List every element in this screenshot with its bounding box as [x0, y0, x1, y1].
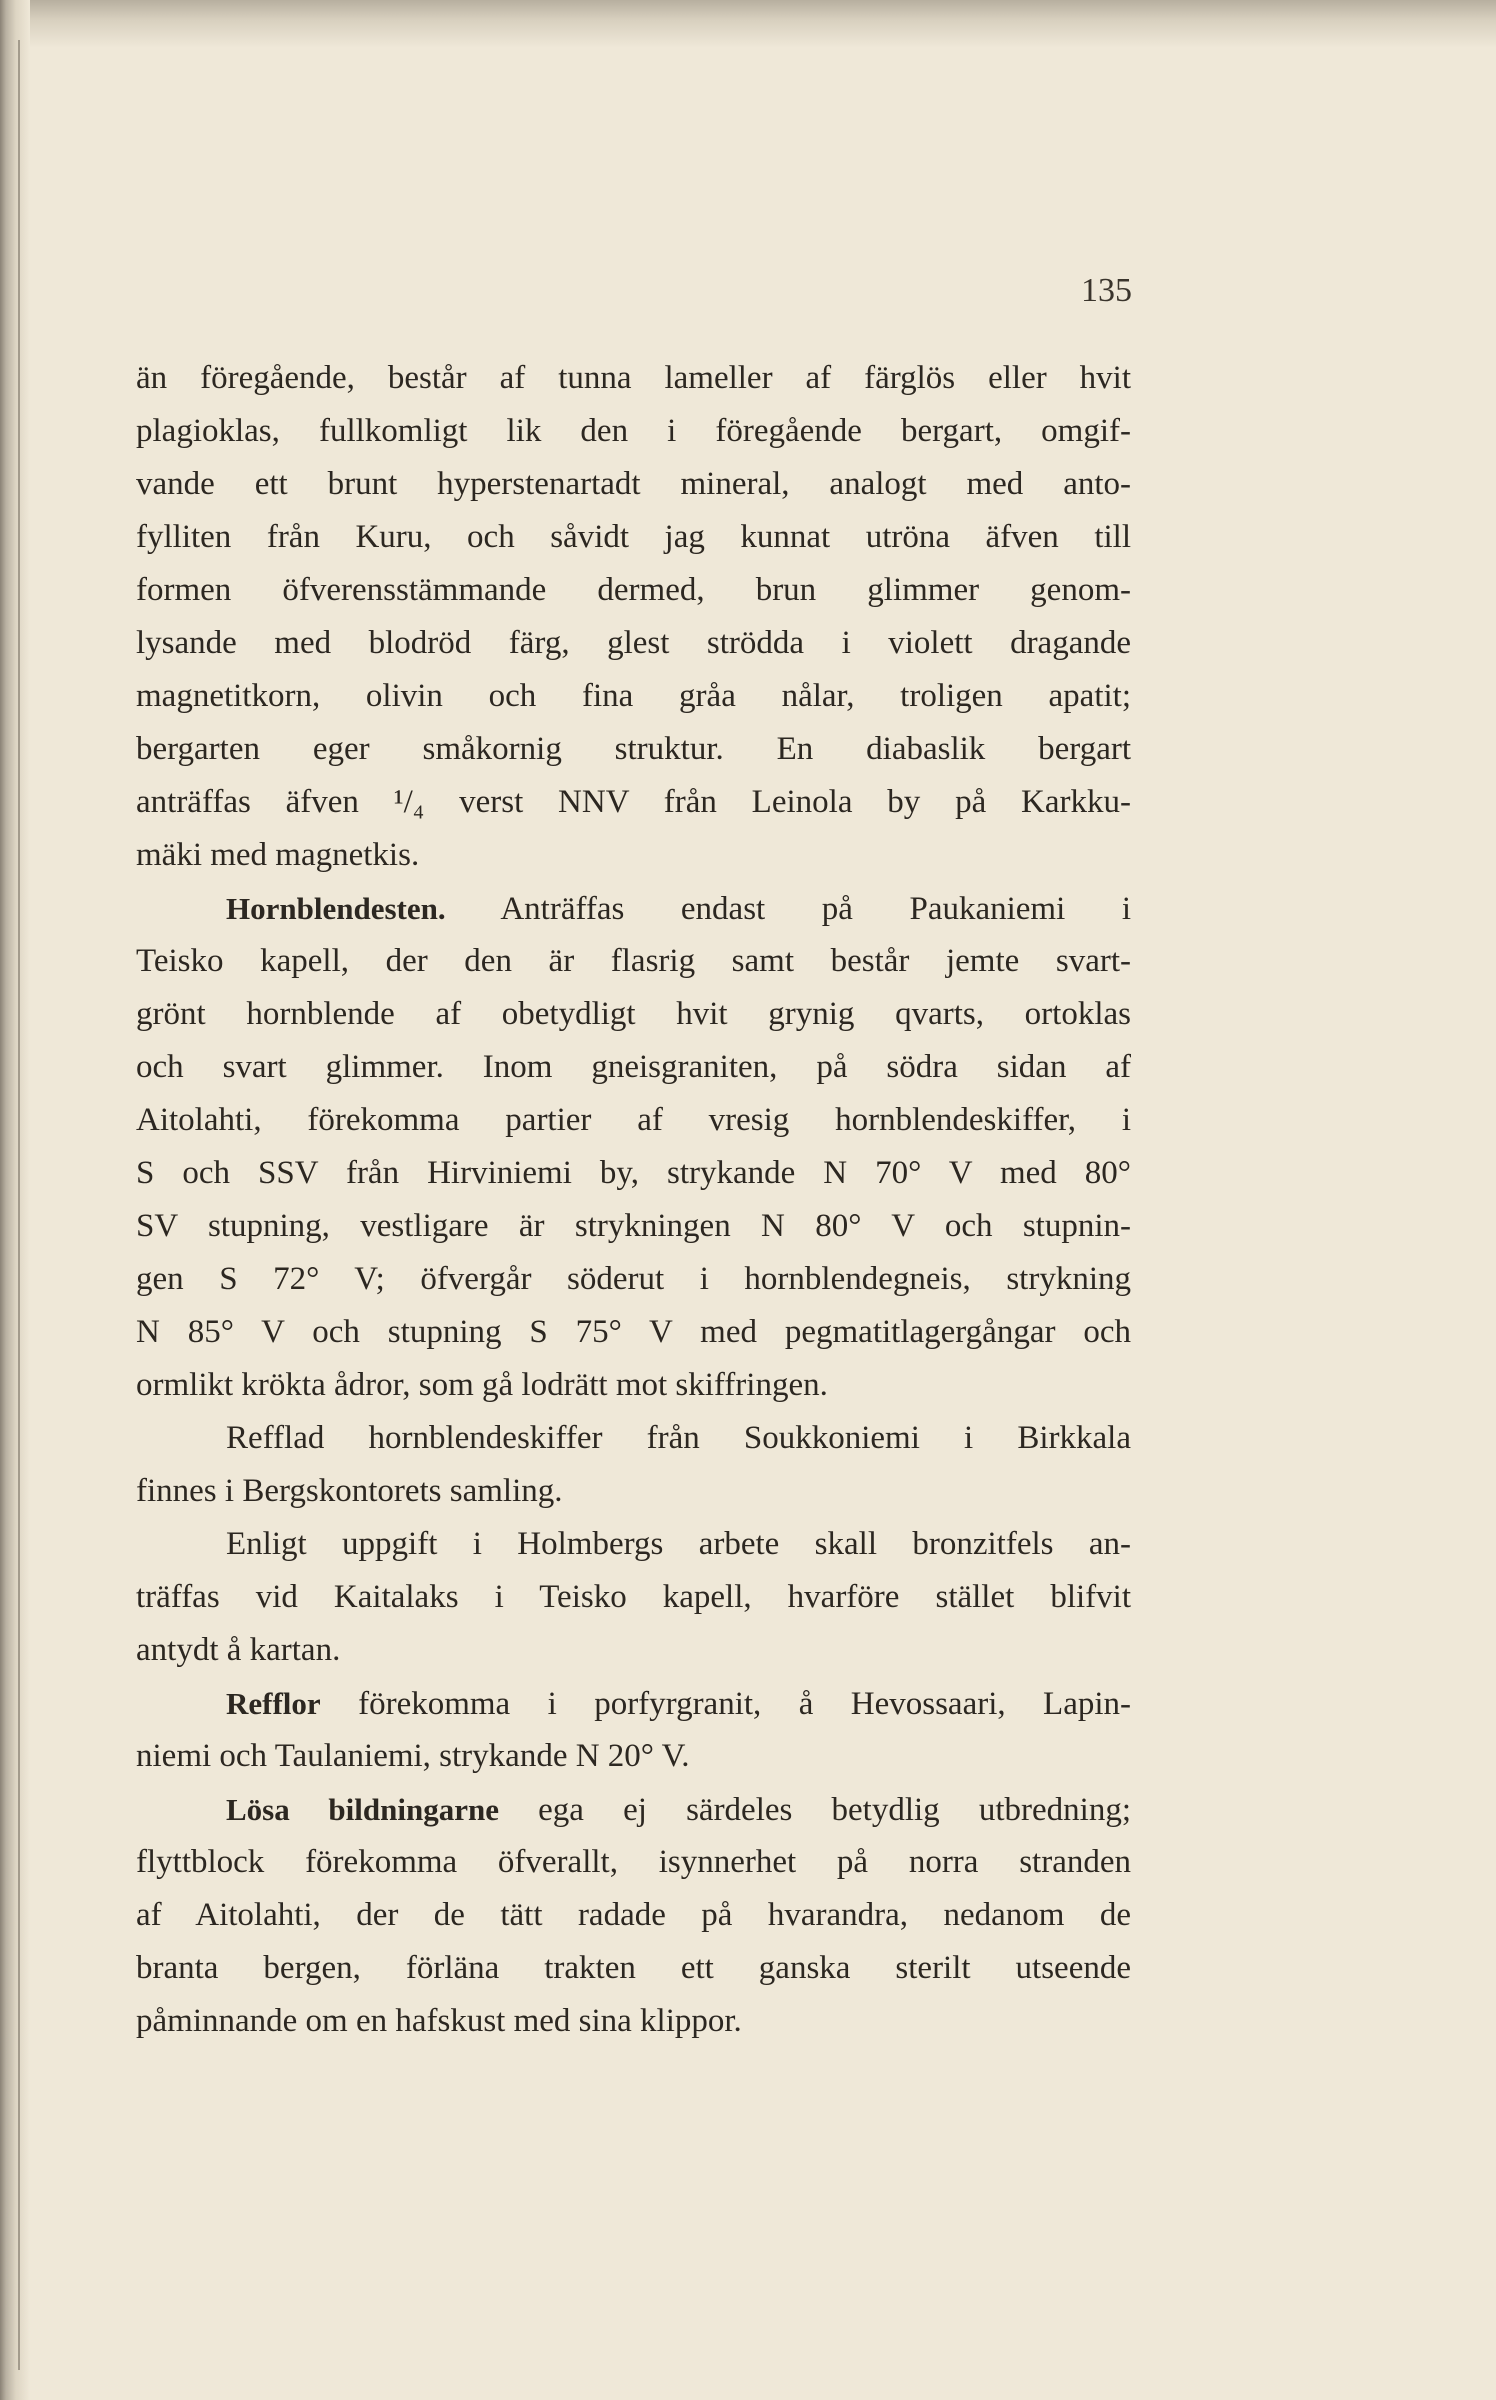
text-line: träffas vid Kaitalaks i Teisko kapell, hvarföre stället blifvit	[136, 1579, 1131, 1615]
text-line: påminnande om en hafskust med sina klippor.	[136, 2003, 742, 2039]
text-line: anträffas äfven ¹/₄ verst NNV från Leinola by på Karkku-	[136, 784, 1131, 820]
text-line: vande ett brunt hyperstenartadt mineral, analogt med anto-	[136, 466, 1131, 502]
page-top-shadow	[0, 0, 1496, 48]
text-line: gen S 72° V; öfvergår söderut i hornblendegneis, strykning	[136, 1261, 1131, 1297]
text-line: fylliten från Kuru, och såvidt jag kunnat utröna äfven till	[136, 519, 1131, 555]
text-line: formen öfverensstämmande dermed, brun glimmer genom-	[136, 572, 1131, 608]
text-line: branta bergen, förläna trakten ett ganska sterilt utseende	[136, 1950, 1131, 1986]
paragraph-heading-losa-bildningarne: Lösa bildningarne	[226, 1792, 499, 1827]
text-fragment: Anträffas endast på Paukaniemi i	[500, 891, 1131, 927]
paragraph-losa-first-line	[136, 1783, 1131, 1836]
text-line: antydt å kartan.	[136, 1632, 341, 1668]
text-line: grönt hornblende af obetydligt hvit grynig qvarts, ortoklas	[136, 996, 1131, 1032]
text-line: Aitolahti, förekomma partier af vresig hornblendeskiffer, i	[136, 1102, 1131, 1138]
paragraph-heading-hornblendesten: Hornblendesten.	[226, 891, 446, 926]
text-line: af Aitolahti, der de tätt radade på hvarandra, nedanom de	[136, 1897, 1131, 1933]
page-binding-shadow	[0, 0, 30, 2400]
text-line: mäki med magnetkis.	[136, 837, 420, 873]
text-line: flyttblock förekomma öfverallt, isynnerhet på norra stranden	[136, 1844, 1131, 1880]
body-text	[136, 352, 1131, 2048]
page-number: 135	[1081, 272, 1132, 309]
page-binding-edge	[18, 40, 20, 2370]
text-line: och svart glimmer. Inom gneisgraniten, på södra sidan af	[136, 1049, 1131, 1085]
text-line: Enligt uppgift i Holmbergs arbete skall bronzitfels an-	[226, 1526, 1131, 1562]
text-line: Teisko kapell, der den är flasrig samt består jemte svart-	[136, 943, 1131, 979]
text-line: S och SSV från Hirviniemi by, strykande N 70° V med 80°	[136, 1155, 1131, 1191]
text-line: SV stupning, vestligare är strykningen N 80° V och stupnin-	[136, 1208, 1131, 1244]
text-fragment: ega ej särdeles betydlig utbredning;	[538, 1792, 1131, 1828]
text-line: bergarten eger småkornig struktur. En diabaslik bergart	[136, 731, 1131, 767]
text-fragment: förekomma i porfyrgranit, å Hevossaari, Lapin-	[358, 1686, 1131, 1722]
text-line: lysande med blodröd färg, glest strödda i violett dragande	[136, 625, 1131, 661]
paragraph-heading-refflor: Refflor	[226, 1686, 321, 1721]
paragraph-hornblendesten-first-line	[136, 882, 1131, 935]
text-line: ormlikt krökta ådror, som gå lodrätt mot skiffringen.	[136, 1367, 828, 1403]
paragraph-refflor-first-line	[136, 1677, 1131, 1730]
text-line: niemi och Taulaniemi, strykande N 20° V.	[136, 1738, 690, 1774]
text-line: än föregående, består af tunna lameller af färglös eller hvit	[136, 360, 1131, 396]
text-line: finnes i Bergskontorets samling.	[136, 1473, 563, 1509]
text-line: Refflad hornblendeskiffer från Soukkoniemi i Birkkala	[226, 1420, 1131, 1456]
text-line: N 85° V och stupning S 75° V med pegmatitlagergångar och	[136, 1314, 1131, 1350]
text-line: plagioklas, fullkomligt lik den i föregående bergart, omgif-	[136, 413, 1131, 449]
text-line: magnetitkorn, olivin och fina gråa nålar, troligen apatit;	[136, 678, 1131, 714]
